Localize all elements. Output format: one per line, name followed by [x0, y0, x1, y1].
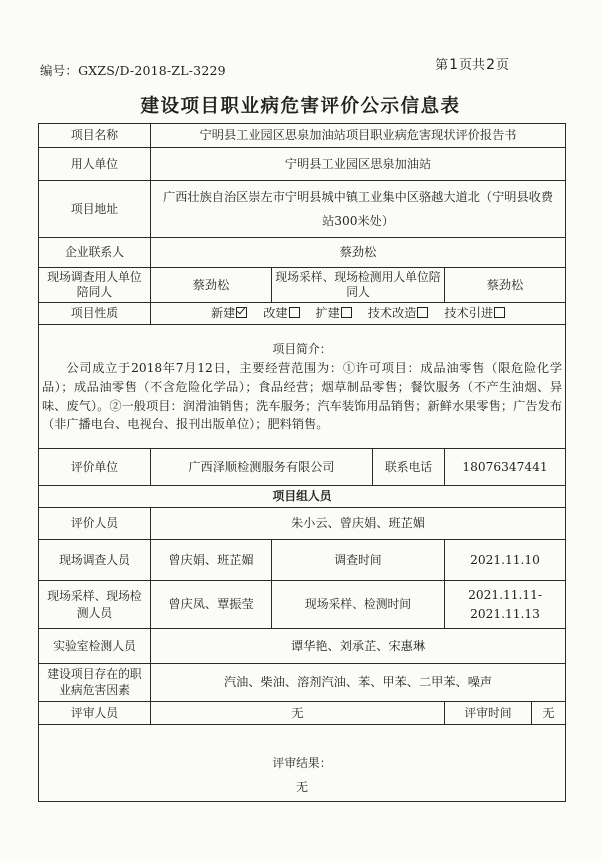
row-employer	[39, 148, 566, 181]
row-sampling-staff	[39, 581, 566, 629]
page-indicator	[435, 54, 509, 73]
row-nature	[39, 303, 566, 325]
lab-staff-value: 谭华艳、刘承芷、宋惠琳	[151, 629, 566, 664]
survey-staff-value: 曾庆娟、班芷媚	[151, 540, 272, 581]
row-address	[39, 181, 566, 238]
row-team-heading	[39, 486, 566, 508]
result-label: 评审结果：	[272, 755, 332, 770]
row-intro	[39, 325, 566, 449]
contact-label: 企业联系人	[39, 238, 151, 268]
row-survey-staff	[39, 540, 566, 581]
info-table	[38, 123, 566, 802]
row-project-name	[39, 124, 566, 148]
sampling-staff-label: 现场采样、现场检测人员	[39, 581, 151, 629]
project-name-label: 项目名称	[39, 124, 151, 148]
phone-value: 18076347441	[445, 449, 566, 486]
intro-text: 公司成立于2018年7月12日，主要经营范围为：①许可项目：成品油零售（限危险化学品）；成品油零售（不含危险化学品）；食品经营；烟草制品零售；餐饮服务（不产生油烟、异味、废气）。②一般项目：润滑油销售；洗车服务；汽车装饰用品销售；新鲜水果零售；广告发布（非广播电台、电视台、报刊出版单位）；肥料销售。	[42, 360, 563, 432]
reviewers-value: 无	[151, 702, 445, 725]
checkbox-icon	[417, 307, 428, 318]
current-page: 1	[449, 57, 459, 73]
address-value: 广西壮族自治区崇左市宁明县城中镇工业集中区骆越大道北（宁明县收费站300米处）	[151, 181, 566, 238]
nature-option-new[interactable]: 新建	[211, 306, 247, 320]
page-suffix: 页	[495, 58, 509, 73]
sampling-escort-value: 蔡劲松	[445, 268, 566, 303]
phone-label: 联系电话	[373, 449, 445, 486]
row-escorts	[39, 268, 566, 303]
checkbox-checked-icon	[236, 307, 247, 318]
employer-value: 宁明县工业园区思泉加油站	[151, 148, 566, 181]
page-prefix: 第	[435, 58, 449, 73]
checkbox-icon	[341, 307, 352, 318]
address-label: 项目地址	[39, 181, 151, 238]
nature-options	[151, 303, 566, 325]
checkbox-icon	[494, 307, 505, 318]
hazards-label: 建设项目存在的职业病危害因素	[39, 664, 151, 702]
hazards-value: 汽油、柴油、溶剂汽油、苯、甲苯、二甲苯、噪声	[151, 664, 566, 702]
nature-option-expand[interactable]: 扩建	[315, 306, 351, 320]
result-cell	[39, 725, 566, 802]
survey-time-label: 调查时间	[272, 540, 445, 581]
survey-staff-label: 现场调查人员	[39, 540, 151, 581]
nature-label: 项目性质	[39, 303, 151, 325]
sampling-staff-value: 曾庆凤、覃振莹	[151, 581, 272, 629]
eval-unit-label: 评价单位	[39, 449, 151, 486]
survey-escort-label: 现场调查用人单位陪同人	[39, 268, 151, 303]
row-eval-unit	[39, 449, 566, 486]
checkbox-icon	[289, 307, 300, 318]
document-number: 编号：GXZS/D-2018-ZL-3229	[40, 63, 226, 78]
nature-option-tech-upgrade[interactable]: 技术改造	[368, 306, 429, 320]
sampling-escort-label: 现场采样、现场检测用人单位陪同人	[272, 268, 445, 303]
sampling-time-value: 2021.11.11-2021.11.13	[445, 581, 566, 629]
review-time-value: 无	[532, 702, 566, 725]
project-name-value: 宁明县工业园区思泉加油站项目职业病危害现状评价报告书	[151, 124, 566, 148]
row-contact	[39, 238, 566, 268]
intro-cell	[39, 325, 566, 449]
employer-label: 用人单位	[39, 148, 151, 181]
result-value: 无	[295, 780, 309, 795]
row-result	[39, 725, 566, 802]
lab-staff-label: 实验室检测人员	[39, 629, 151, 664]
nature-option-rebuild[interactable]: 改建	[263, 306, 299, 320]
page-mid: 页共	[459, 58, 486, 73]
evaluators-value: 朱小云、曾庆娟、班芷媚	[151, 508, 566, 540]
row-reviewers	[39, 702, 566, 725]
row-evaluators	[39, 508, 566, 540]
row-lab-staff	[39, 629, 566, 664]
contact-value: 蔡劲松	[151, 238, 566, 268]
survey-escort-value: 蔡劲松	[151, 268, 272, 303]
document-title: 建设项目职业病危害评价公示信息表	[140, 96, 461, 117]
survey-time-value: 2021.11.10	[445, 540, 566, 581]
evaluators-label: 评价人员	[39, 508, 151, 540]
sampling-time-label: 现场采样、检测时间	[272, 581, 445, 629]
row-hazards	[39, 664, 566, 702]
reviewers-label: 评审人员	[39, 702, 151, 725]
total-pages: 2	[486, 57, 495, 73]
eval-unit-value: 广西泽顺检测服务有限公司	[151, 449, 373, 486]
intro-label: 项目简介：	[272, 341, 332, 356]
team-heading: 项目组人员	[39, 486, 566, 508]
review-time-label: 评审时间	[445, 702, 532, 725]
nature-option-tech-import[interactable]: 技术引进	[444, 306, 505, 320]
